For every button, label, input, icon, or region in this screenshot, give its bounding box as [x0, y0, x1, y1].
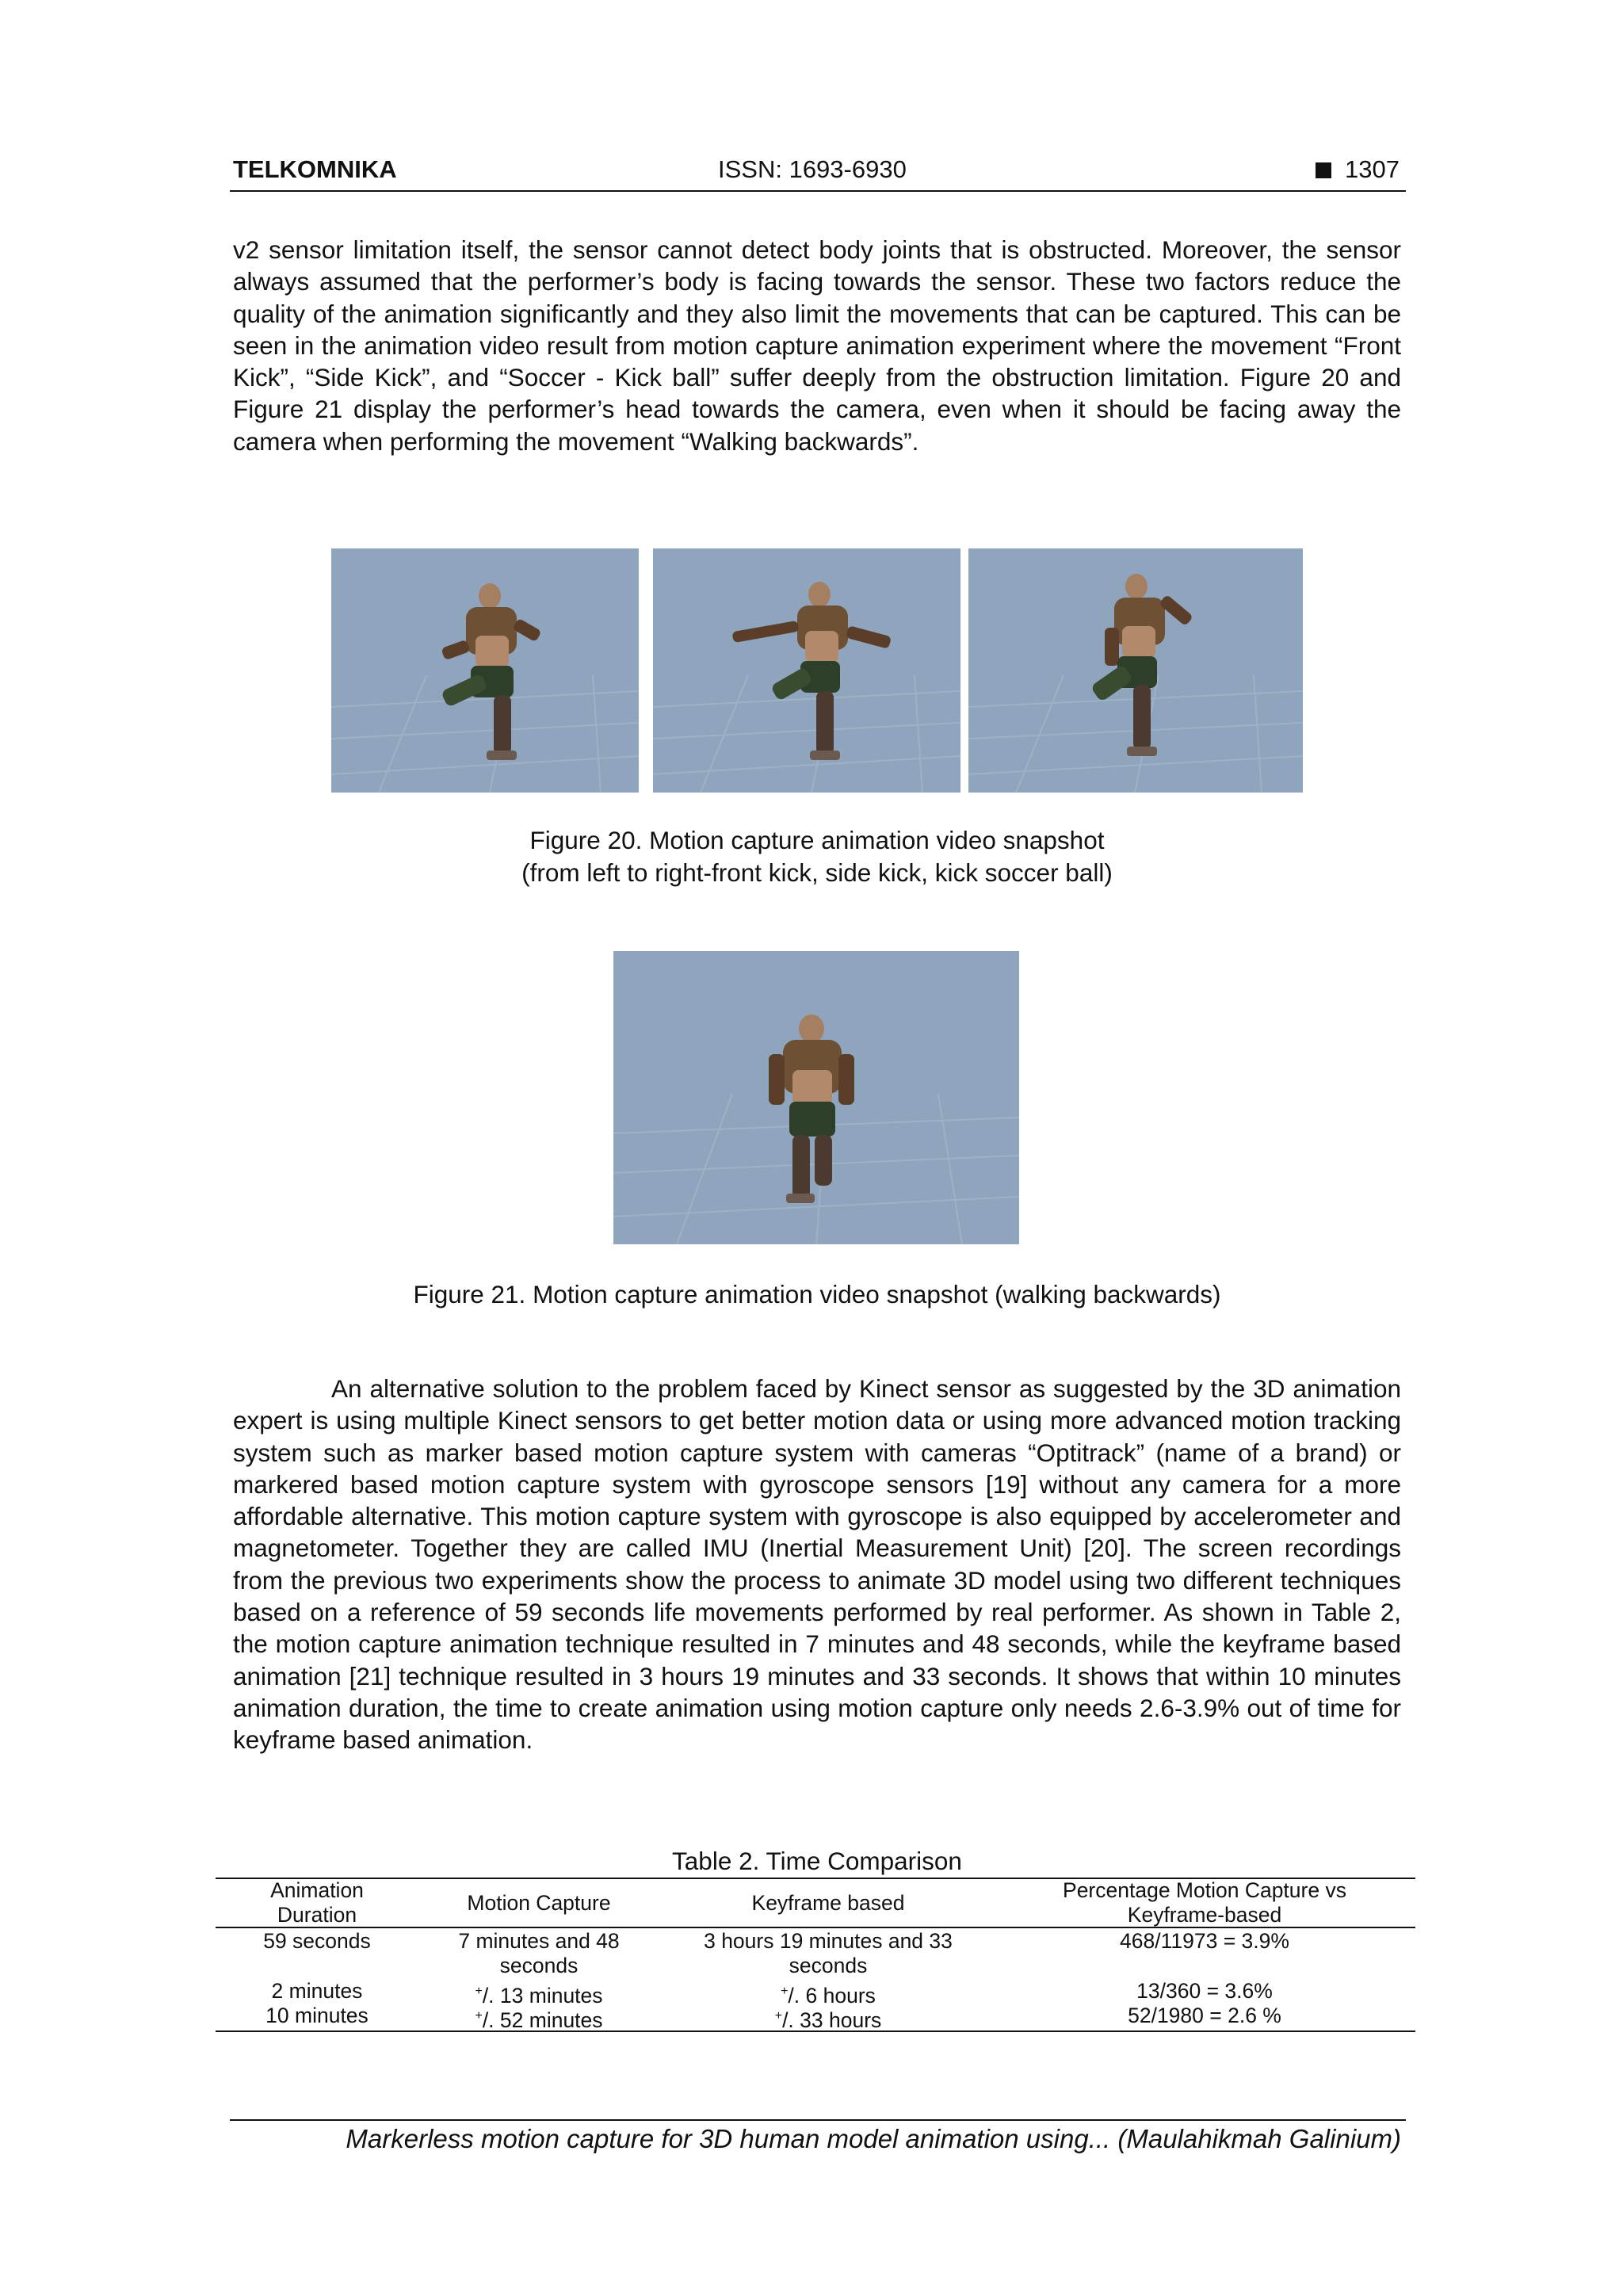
figure-20-snapshot-side-kick [653, 548, 960, 793]
row-2-motion-capture-value: /. 13 minutes [482, 1983, 603, 2008]
row-2-percentage: 13/360 = 3.6% [1136, 1979, 1273, 2003]
running-footer: Markerless motion capture for 3D human model animation using... (Maulahikmah Galinium) [346, 2124, 1401, 2153]
figure-20-caption-line-2: (from left to right-front kick, side kick, kick soccer ball) [521, 858, 1113, 887]
figure-20-snapshot-kick-soccer-ball [968, 548, 1303, 793]
row-1-motion-capture-line-2: seconds [499, 1954, 579, 1977]
journal-name: TELKOMNIKA [233, 155, 397, 183]
page-number: 1307 [1345, 155, 1400, 183]
plus-minus-sup: + [475, 1985, 483, 1998]
table-2-title: Table 2. Time Comparison [672, 1847, 962, 1875]
row-3-motion-capture [444, 2004, 634, 2033]
row-3-duration: 10 minutes [265, 2004, 369, 2027]
row-3-percentage: 52/1980 = 2.6 % [1128, 2004, 1281, 2027]
figure-20-caption-line-1: Figure 20. Motion capture animation video snapshot [529, 826, 1105, 854]
plus-minus-sup: + [774, 2009, 783, 2023]
header-animation-duration-line-1: Animation [270, 1878, 364, 1902]
figure-21-snapshot-walking-backwards [613, 951, 1019, 1244]
body-paragraph-2: An alternative solution to the problem faced by Kinect sensor as suggested by the 3D animation expert is using multiple Kinect sensors to get better motion data or using more advanced motion tracking system such as marker based motion capture system with cameras “Optitrack” (name of a brand) or markered based motion capture system with gyroscope sensors [19] without any camera for a more affordable alternative. This motion capture system with gyroscope is also equipped by accelerometer and magnetometer. Together they are called IMU (Inertial Measurement Unit) [20]. The screen recordings from the previous two experiments show the process to animate 3D model using two different techniques based on a reference of 59 seconds life movements performed by real performer. As shown in Table 2, the motion capture animation technique resulted in 7 minutes and 48 seconds, while the keyframe based animation [21] technique resulted in 3 hours 19 minutes and 33 seconds. It shows that within 10 minutes animation duration, the time to create animation using motion capture only needs 2.6-3.9% out of time for keyframe based animation. [233, 1374, 1401, 1755]
row-3-keyframe [682, 2004, 975, 2033]
running-header [233, 155, 1404, 192]
row-2-keyframe-value: /. 6 hours [788, 1983, 876, 2008]
header-motion-capture: Motion Capture [467, 1891, 611, 1915]
row-1-duration: 59 seconds [263, 1929, 371, 1953]
header-animation-duration-line-2: Duration [277, 1903, 357, 1927]
row-1-keyframe-line-2: seconds [789, 1954, 868, 1977]
row-3-motion-capture-value: /. 52 minutes [482, 2008, 603, 2032]
figure-21-caption: Figure 21. Motion capture animation video snapshot (walking backwards) [413, 1280, 1221, 1308]
figure-20-snapshot-front-kick [331, 548, 639, 793]
header-keyframe-based: Keyframe based [751, 1891, 905, 1915]
issn: ISSN: 1693-6930 [718, 155, 907, 183]
row-3-keyframe-value: /. 33 hours [782, 2008, 882, 2032]
row-1-keyframe-line-1: 3 hours 19 minutes and 33 [704, 1929, 953, 1953]
header-percentage-line-2: Keyframe-based [1127, 1903, 1282, 1927]
body-paragraph-1: v2 sensor limitation itself, the sensor cannot detect body joints that is obstructed. Moreover, the sensor always assumed that the performer’s body is facing towards the sensor. These two factors reduce the quality of the animation significantly and they also limit the movements that can be captured. This can be seen in the animation video result from motion capture animation experiment where the movement “Front Kick”, “Side Kick”, and “Soccer - Kick ball” suffer deeply from the obstruction limitation. Figure 20 and Figure 21 display the performer’s head towards the camera, even when it should be facing away the camera when performing the movement “Walking backwards”. [233, 235, 1401, 456]
header-percentage-line-1: Percentage Motion Capture vs [1063, 1878, 1346, 1902]
square-bullet-icon [1316, 162, 1331, 178]
footer-rule [230, 2119, 1406, 2121]
row-2-duration: 2 minutes [271, 1979, 363, 2003]
row-1-motion-capture-line-1: 7 minutes and 48 [458, 1929, 620, 1953]
plus-minus-sup: + [781, 1985, 789, 1998]
plus-minus-sup: + [475, 2009, 483, 2023]
header-rule [230, 190, 1406, 192]
row-1-percentage: 468/11973 = 3.9% [1120, 1929, 1289, 1953]
